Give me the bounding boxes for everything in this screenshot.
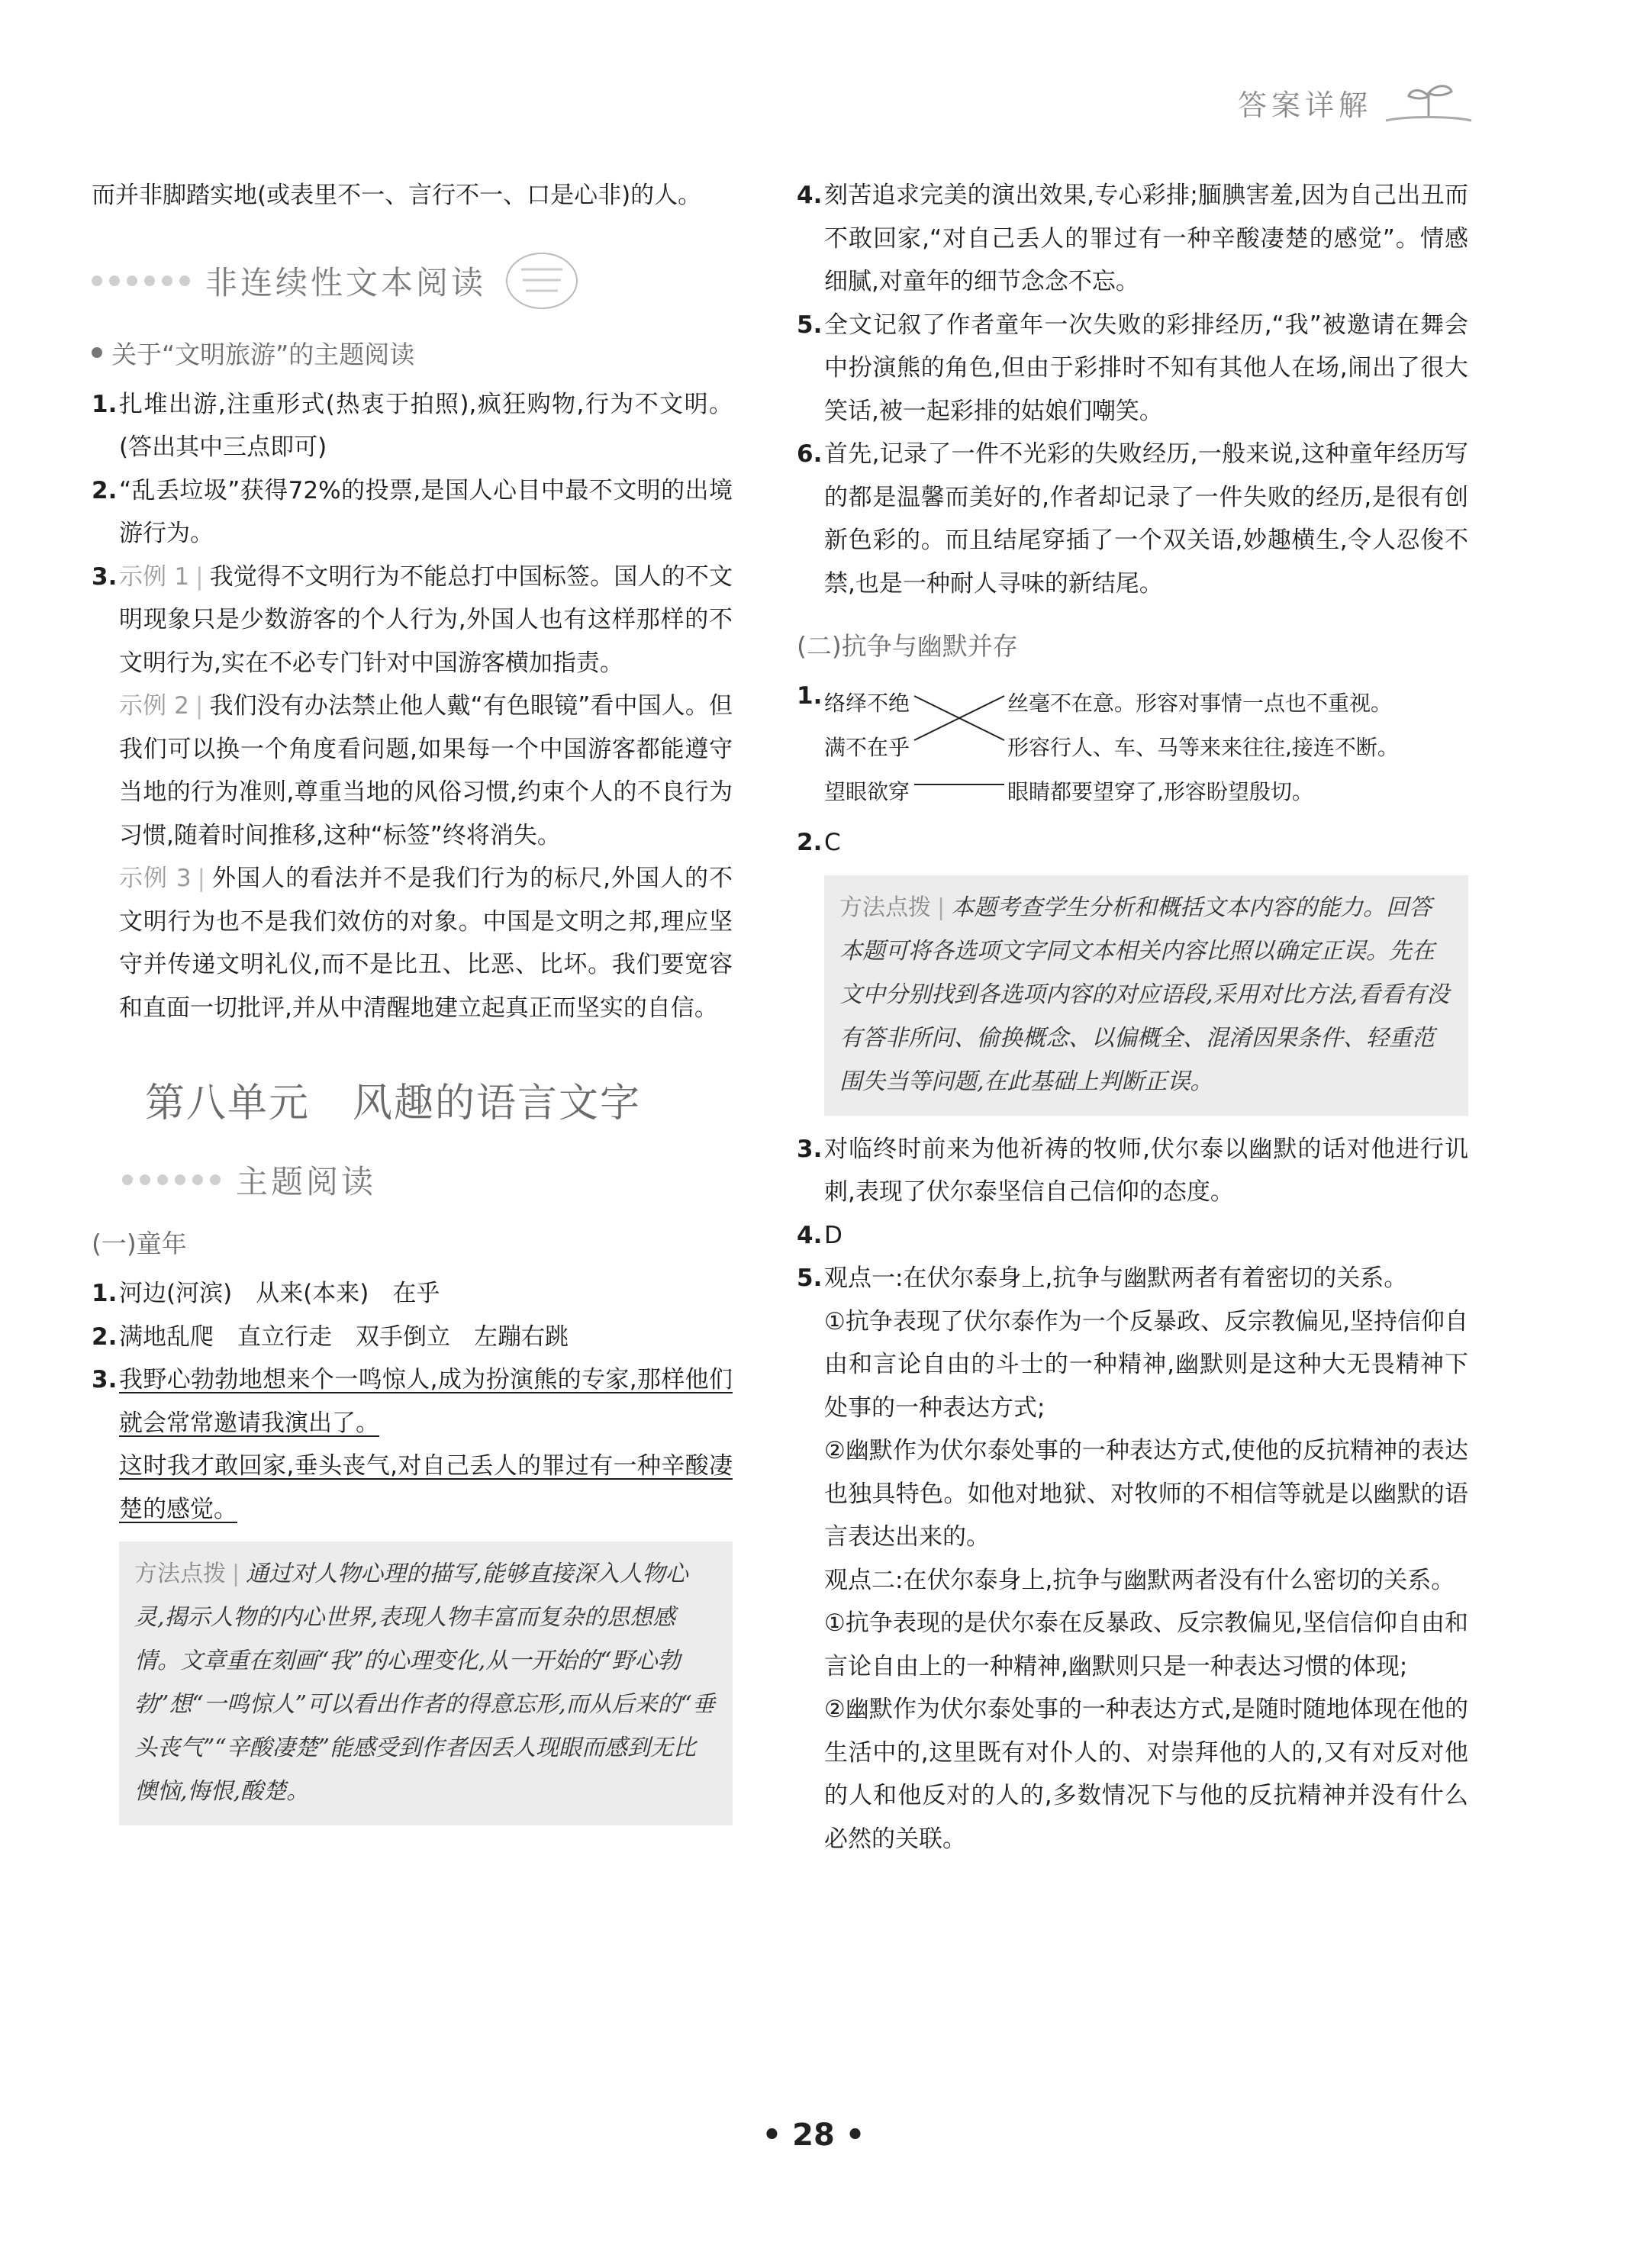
answer-item: 5. 观点一:在伏尔泰身上,抗争与幽默两者有着密切的关系。 ①抗争表现了伏尔泰作为一个反暴政、反宗教偏见,坚持信仰自由和言论自由的斗士的一种精神,幽默则是这种大无畏精神下处事的一种表达方式; ②幽默作为伏尔泰处事的一种表达方式,使他的反抗精神的表达也独具特色。如他对地狱、对牧师的不相信等就是以幽默的语言表达出来的。 观点二:在伏尔泰身上,抗争与幽默两者没有什么密切的关系。 ①抗争表现的是伏尔泰在反暴政、反宗教偏见,坚信信仰自由和言论自由上的一种精神,幽默则只是一种表达习惯的体现; ②幽默作为伏尔泰处事的一种表达方式,是随时随地体现在他的生活中的,这里既有对仆人的、对崇拜他的人的,又有对反对他的人和他反对的人的,多数情况下与他的反抗精神并没有什么必然的关联。 <box>797 1257 1468 1860</box>
section-heading <box>92 246 733 315</box>
right-column <box>797 174 1468 1860</box>
match-left-term: 络绎不绝 <box>824 691 910 716</box>
viewpoint-para: ②幽默作为伏尔泰处事的一种表达方式,是随时随地体现在他的生活中的,这里既有对仆人的、对崇拜他的人的,又有对反对他的人和他反对的人的,多数情况下与他的反抗精神并没有什么必然的关联。 <box>824 1696 1468 1853</box>
example-text: 我觉得不文明行为不能总打中国标签。国人的不文明现象只是少数游客的个人行为,外国人也有这样那样的不文明行为,实在不必专门针对中国游客横加指责。 <box>119 562 733 677</box>
method-text: 本题考查学生分析和概括文本内容的能力。回答本题可将各选项文字同文本相关内容比照以确定正误。先在文中分别找到各选项内容的对应语段,采用对比方法,看看有没有答非所问、偷换概念、以偏概全、混淆因果条件、轻重范围失当等问题,在此基础上判断正误。 <box>839 894 1450 1095</box>
method-tip-box <box>119 1542 733 1825</box>
matching-diagram <box>824 679 1468 815</box>
answer-item: 1. 河边(河滨) 从来(本来) 在乎 <box>92 1280 440 1307</box>
method-tip-box <box>824 875 1468 1116</box>
match-right-def: 形容行人、车、马等来来往往,接连不断。 <box>1007 735 1399 760</box>
example-text: 我们没有办法禁止他人戴“有色眼镜”看中国人。但我们可以换一个角度看问题,如果每一个中国游客都能遵守当地的行为准则,尊重当地的风俗习惯,约束个人的不良行为习惯,随着时间推移,这种“标签”终将消失。 <box>119 692 733 849</box>
viewpoint-para: ②幽默作为伏尔泰处事的一种表达方式,使他的反抗精神的表达也独具特色。如他对地狱、对牧师的不相信等就是以幽默的语言表达出来的。 <box>824 1437 1468 1551</box>
answer-item: 3. 对临终时前来为他祈祷的牧师,伏尔泰以幽默的话对他进行讥刺,表现了伏尔泰坚信自己信仰的态度。 <box>797 1135 1468 1206</box>
match-lines <box>824 679 1007 815</box>
viewpoint-para: ①抗争表现了伏尔泰作为一个反暴政、反宗教偏见,坚持信仰自由和言论自由的斗士的一种精神,幽默则是这种大无畏精神下处事的一种表达方式; <box>824 1307 1468 1422</box>
underlined-quote: 我野心勃勃地想来个一鸣惊人,成为扮演熊的专家,那样他们就会常常邀请我演出了。 <box>119 1366 733 1437</box>
method-text: 通过对人物心理的描写,能够直接深入人物心灵,揭示人物的内心世界,表现人物丰富而复杂的思想感情。文章重在刻画“我”的心理变化,从一开始的“野心勃勃”想“一鸣惊人”可以看出作者的得意忘形,而从后来的“垂头丧气”“辛酸凄楚”能感受到作者因丢人现眼而感到无比懊恼,悔恨,酸楚。 <box>134 1561 715 1805</box>
decor-dots <box>122 1174 221 1185</box>
bullet-icon <box>92 347 102 358</box>
match-left-term: 望眼欲穿 <box>824 779 910 804</box>
example-block <box>92 857 733 1029</box>
match-right-def: 眼睛都要望穿了,形容盼望殷切。 <box>1007 779 1313 804</box>
answer-item: 6. 首先,记录了一件不光彩的失败经历,一般来说,这种童年经历写的都是温馨而美好的,作者却记录了一件失败的经历,是很有创新色彩的。而且结尾穿插了一个双关语,妙趣横生,令人忍俊不禁,也是一种耐人寻味的新结尾。 <box>797 440 1468 598</box>
unit-title: 第八单元 风趣的语言文字 <box>145 1081 642 1126</box>
answer-item: 4. D <box>797 1221 842 1249</box>
viewpoint-para: 观点二:在伏尔泰身上,抗争与幽默两者没有什么密切的关系。 <box>824 1566 1455 1594</box>
answer-item: 2. “乱丢垃圾”获得72%的投票,是国人心目中最不文明的出境游行为。 <box>92 476 733 547</box>
answer-item: 4. 刻苦追求完美的演出效果,专心彩排;腼腆害羞,因为自己出丑而不敢回家,“对自己丢人的罪过有一种辛酸凄楚的感觉”。情感细腻,对童年的细节念念不忘。 <box>797 182 1468 295</box>
left-column <box>92 174 733 1838</box>
decor-dots <box>92 275 190 286</box>
example-label: 示例 2 | <box>119 692 204 720</box>
page-header <box>1238 79 1474 125</box>
answer-item: 1. 扎堆出游,注重形式(热衷于拍照),疯狂购物,行为不文明。(答出其中三点即可) <box>92 390 733 461</box>
viewpoint-para: ①抗争表现的是伏尔泰在反暴政、反宗教偏见,坚信信仰自由和言论自由上的一种精神,幽默则只是一种表达习惯的体现; <box>824 1609 1468 1680</box>
example-label: 示例 1 | <box>119 562 204 591</box>
subsection-title: (一)童年 <box>92 1229 187 1258</box>
answer-item: 2. 满地乱爬 直立行走 双手倒立 左蹦右跳 <box>92 1322 569 1351</box>
match-left-term: 满不在乎 <box>824 735 910 760</box>
answer-item: 3. 示例 1 | 我觉得不文明行为不能总打中国标签。国人的不文明现象只是少数游客的个人行为,外国人也有这样那样的不文明行为,实在不必专门针对中国游客横加指责。 <box>92 562 733 677</box>
topic-heading <box>92 335 733 371</box>
page-number: • 28 • <box>762 2118 865 2153</box>
theme-heading <box>122 1157 733 1203</box>
theme-title: 主题阅读 <box>236 1163 377 1200</box>
matching-item: 1. 络绎不绝 满不在乎 望眼欲穿 丝毫不在意。形容对事情一点也不重视。 形容行人、车、马等来来往往,接连不断。 眼睛都要望穿了,形容盼望殷切。 <box>797 675 1468 821</box>
method-label: 方法点拨 | <box>839 894 946 921</box>
match-right-def: 丝毫不在意。形容对事情一点也不重视。 <box>1007 691 1393 716</box>
answer-item: 2. C <box>797 829 841 856</box>
intro-text: 而并非脚踏实地(或表里不一、言行不一、口是心非)的人。 <box>92 182 702 209</box>
answer-item: 5. 全文记叙了作者童年一次失败的彩排经历,“我”被邀请在舞会中扮演熊的角色,但由于彩排时不知有其他人在场,闹出了很大笑话,被一起彩排的姑娘们嘲笑。 <box>797 311 1468 425</box>
example-block <box>92 685 733 857</box>
viewpoint-para: 观点一:在伏尔泰身上,抗争与幽默两者有着密切的关系。 <box>824 1264 1408 1292</box>
sprout-icon <box>1383 79 1474 125</box>
underlined-quote: 这时我才敢回家,垂头丧气,对自己丢人的罪过有一种辛酸凄楚的感觉。 <box>119 1452 733 1523</box>
seal-stamp-icon <box>500 246 584 315</box>
topic-title: 关于“文明旅游”的主题阅读 <box>111 339 415 369</box>
example-label: 示例 3 | <box>119 865 206 892</box>
answer-item: 3. 我野心勃勃地想来个一鸣惊人,成为扮演熊的专家,那样他们就会常常邀请我演出了。 这时我才敢回家,垂头丧气,对自己丢人的罪过有一种辛酸凄楚的感觉。 <box>92 1366 733 1523</box>
example-text: 外国人的看法并不是我们行为的标尺,外国人的不文明行为也不是我们效仿的对象。中国是文明之邦,理应坚守并传递文明礼仪,而不是比丑、比恶、比坏。我们要宽容和直面一切批评,并从中清醒地建立起真正而坚实的自信。 <box>119 865 733 1022</box>
subsection-title: (二)抗争与幽默并存 <box>797 631 1018 661</box>
header-label: 答案详解 <box>1237 88 1372 122</box>
section-title: 非连续性文本阅读 <box>205 263 487 301</box>
method-label: 方法点拨 | <box>134 1561 240 1587</box>
